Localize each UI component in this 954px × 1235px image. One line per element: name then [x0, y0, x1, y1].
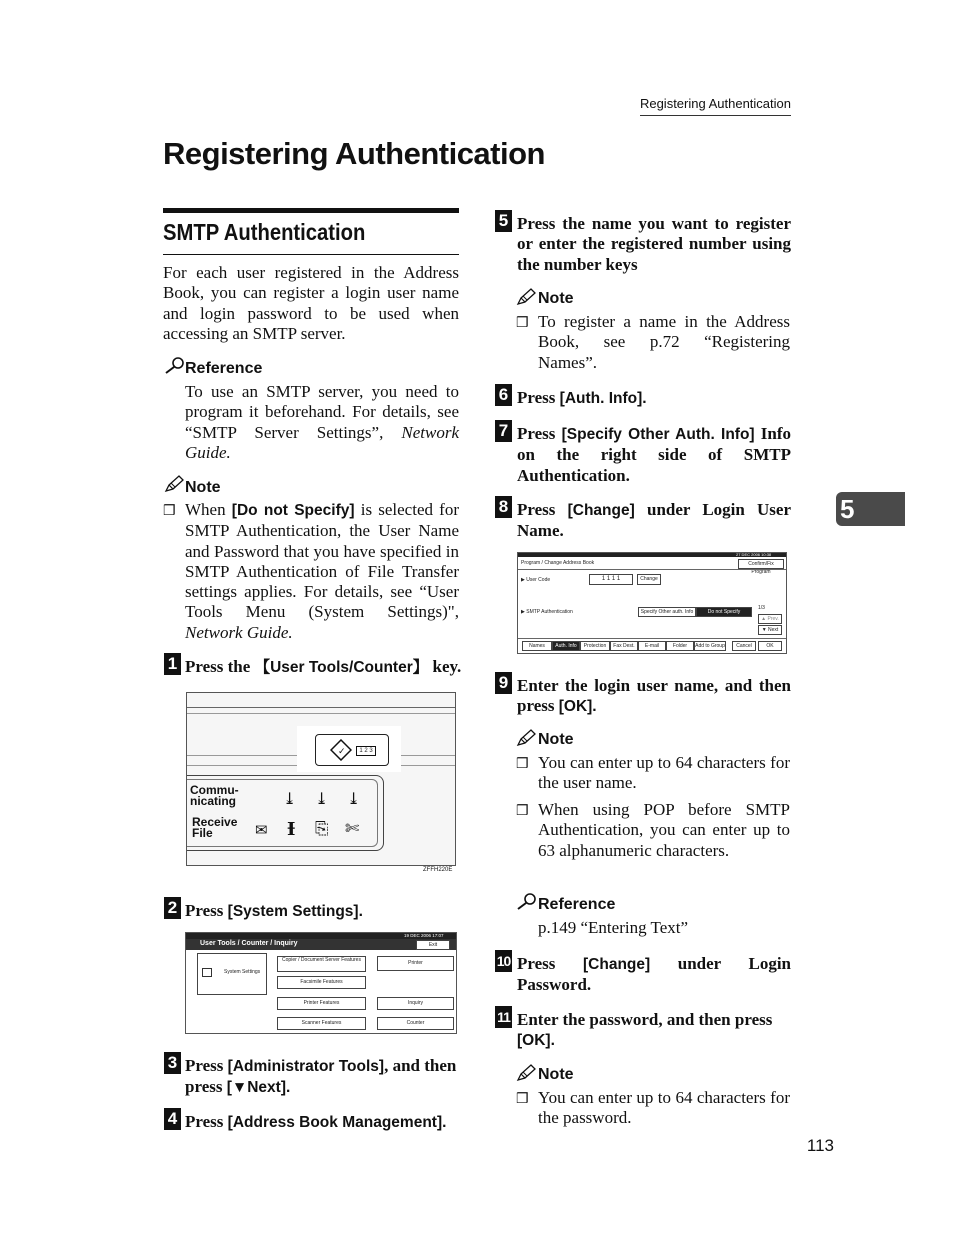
step-5-text: Press the name you want to register or enter the registered number using the number keys [517, 214, 791, 274]
intro-paragraph: For each user registered in the Address Book, you can register a login user name and login password to be used when accessing an SMTP server. [163, 263, 459, 343]
step-number: 5 [495, 210, 512, 232]
tab-fax-dest[interactable]: Fax Dest. [610, 641, 638, 651]
reference-icon [516, 892, 538, 914]
figure-caption: ZFFH220E [423, 867, 453, 873]
chapter-tab: 5 [836, 492, 905, 526]
section-rule-top [163, 208, 459, 213]
menu-item[interactable]: Counter [377, 1017, 454, 1030]
change-button[interactable]: Change [637, 574, 661, 585]
step-number: 9 [495, 672, 512, 694]
note-pencil-icon [516, 288, 536, 310]
note-text: When [Do not Specify] is selected for SMTP Authentication, the User Name and Password that you have specified in SMTP Authentication of File Transfer settings applies. For details, see “User Tools Menu (System Settings)", Network Guide. [185, 500, 460, 642]
page-number: 113 [806, 1136, 834, 1155]
reference-heading: Reference [185, 360, 263, 377]
user-code-field[interactable]: 1 1 1 1 [589, 574, 633, 585]
note-pencil-icon [164, 475, 184, 497]
menu-item[interactable]: Facsimile Features [277, 976, 366, 989]
tab-email[interactable]: E-mail [638, 641, 666, 651]
reference-text: p.149 “Entering Text” [538, 918, 689, 937]
page-title: Registering Authentication [163, 136, 545, 171]
step-number: 3 [164, 1052, 181, 1074]
user-tools-menu-figure [185, 932, 457, 1034]
receive-file-label: Receive File [192, 815, 238, 840]
key-icon: Ɨ [287, 819, 296, 840]
page-indicator: 1/3 [758, 605, 765, 611]
address-book-figure [517, 552, 787, 654]
tab-names[interactable]: Names [522, 641, 552, 651]
mail-icon: ✉ [255, 821, 268, 839]
step-number: 2 [164, 897, 181, 919]
note-bullet: ❒ [163, 503, 176, 519]
reference-heading: Reference [538, 896, 616, 913]
tab-add-to-group[interactable]: Add to Group [695, 643, 725, 649]
next-button[interactable]: ▼ Next [758, 625, 782, 635]
step-number: 10 [495, 950, 512, 972]
tab-auth-info[interactable]: Auth. Info [552, 641, 580, 651]
step-4-text: Press [Address Book Management]. [185, 1112, 447, 1131]
menu-title: User Tools / Counter / Inquiry [200, 940, 298, 947]
note-heading: Note [538, 1066, 574, 1083]
svg-text:✓: ✓ [338, 746, 346, 756]
menu-item[interactable]: Copier / Document Server Features [277, 956, 366, 972]
running-header: Registering Authentication [639, 96, 791, 111]
note-bullet: ❒ [516, 1091, 529, 1107]
user-tools-key[interactable] [315, 734, 389, 766]
counter-display: 1 2 3 [356, 746, 376, 756]
screen-date: 27 DEC 2006 10:38 [736, 552, 772, 557]
control-panel-figure [186, 692, 456, 866]
fax-send-icon: ⤓ [283, 789, 297, 808]
header-rule [640, 115, 791, 116]
step-number: 7 [495, 420, 512, 442]
step-number: 8 [495, 496, 512, 518]
step-8-text: Press [Change] under Login User Name. [517, 500, 792, 541]
note-pencil-icon [516, 729, 536, 751]
tab-folder[interactable]: Folder [666, 641, 694, 651]
menu-item[interactable]: Scanner Features [277, 1017, 366, 1030]
step-10-text: Press [Change] under Login Password. [517, 954, 792, 995]
menu-date: 19 DEC 2006 17:07 [404, 933, 444, 938]
wrench-icon: ✄ [345, 819, 360, 839]
step-9-text: Enter the login user name, and then press [OK]. [517, 676, 791, 716]
note-heading: Note [538, 731, 574, 748]
note-bullet: ❒ [516, 315, 529, 331]
note-text: To register a name in the Address Book, see p.72 “Registering Names”. [538, 312, 790, 372]
step-1-text: Press the 【User Tools/Counter】 key. [185, 657, 462, 676]
user-tools-icon [330, 739, 352, 761]
settings-icon [202, 968, 212, 977]
note-pencil-icon [516, 1064, 536, 1086]
section-rule-bottom [163, 254, 459, 255]
note-heading: Note [185, 479, 221, 496]
step-number: 4 [164, 1108, 181, 1130]
note-text: When using POP before SMTP Authentication, you can enter up to 63 alphanumeric characters. [538, 800, 790, 860]
fax-cross-icon: ⤓ [315, 789, 329, 808]
smtp-auth-label: ▶ SMTP Authentication [521, 609, 573, 615]
note-bullet: ❒ [516, 756, 529, 772]
specify-other-button[interactable]: Specify Other auth. Info [638, 607, 696, 617]
menu-item[interactable]: Printer Features [277, 997, 366, 1010]
reference-text: To use an SMTP server, you need to program it beforehand. For details, see “SMTP Server Settings”, Network Guide. [185, 382, 460, 462]
note-heading: Note [538, 290, 574, 307]
exit-button[interactable]: Exit [416, 940, 450, 950]
screen-header: Program / Change Address Book [521, 560, 595, 566]
step-3-text: Press [Administrator Tools], and then press [▼Next]. [185, 1056, 457, 1097]
step-11-text: Enter the password, and then press [OK]. [517, 1010, 773, 1050]
ok-button[interactable]: OK [758, 641, 782, 651]
step-7-text: Press [Specify Other Auth. Info] Info on the right side of SMTP Authentication. [517, 424, 792, 485]
system-settings-button[interactable]: System Settings [197, 953, 267, 995]
step-2-text: Press [System Settings]. [185, 901, 363, 920]
communicating-label: Commu- nicating [190, 783, 239, 808]
step-6-text: Press [Auth. Info]. [517, 388, 647, 407]
reference-icon [164, 356, 186, 378]
tab-protection[interactable]: Protection [580, 641, 610, 651]
step-number: 6 [495, 384, 512, 406]
fax-tray-icon: ⤓ [347, 789, 361, 808]
menu-item[interactable]: Printer [377, 956, 454, 971]
section-title: SMTP Authentication [163, 219, 366, 245]
note-text: You can enter up to 64 characters for the password. [538, 1088, 790, 1128]
step-number: 1 [164, 653, 181, 675]
document-icon: ⎘ [315, 819, 329, 839]
note-bullet: ❒ [516, 803, 529, 819]
cancel-button[interactable]: Cancel [732, 641, 756, 651]
menu-item[interactable]: Inquiry [377, 997, 454, 1010]
user-code-label: ▶ User Code [521, 577, 551, 583]
do-not-specify-button[interactable]: Do not Specify [696, 607, 752, 617]
note-text: You can enter up to 64 characters for the user name. [538, 753, 790, 793]
step-number: 11 [495, 1006, 512, 1028]
confirm-program-button[interactable]: Confirm/Fix Program [738, 559, 784, 569]
prev-button[interactable]: ▲ Prev. [758, 614, 782, 624]
